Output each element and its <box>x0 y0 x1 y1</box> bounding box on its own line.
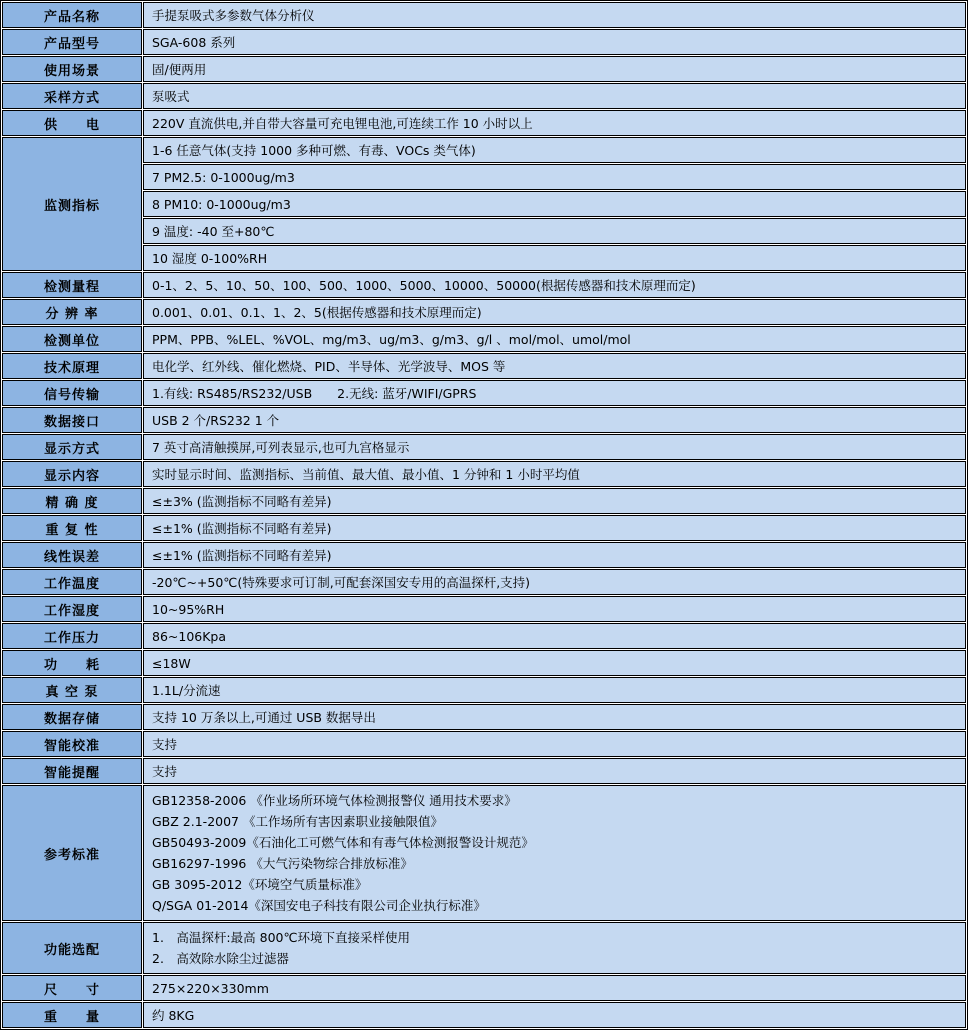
spec-label: 线性误差 <box>2 542 142 568</box>
spec-label: 数据存储 <box>2 704 142 730</box>
spec-value: ≤18W <box>143 650 966 676</box>
spec-label: 产品名称 <box>2 2 142 28</box>
spec-label: 采样方式 <box>2 83 142 109</box>
spec-value-line: GBZ 2.1-2007 《工作场所有害因素职业接触限值》 <box>152 814 443 829</box>
spec-label: 精 确 度 <box>2 488 142 514</box>
spec-row <box>2 731 966 757</box>
spec-label: 供 电 <box>2 110 142 136</box>
spec-label: 功 耗 <box>2 650 142 676</box>
spec-row <box>2 758 966 784</box>
spec-label: 智能提醒 <box>2 758 142 784</box>
spec-row <box>2 137 966 163</box>
spec-value: ≤±3% (监测指标不同略有差异) <box>143 488 966 514</box>
spec-label: 真 空 泵 <box>2 677 142 703</box>
spec-value: 支持 <box>143 758 966 784</box>
spec-row <box>2 164 966 190</box>
spec-row <box>2 515 966 541</box>
spec-value: 0-1、2、5、10、50、100、500、1000、5000、10000、50000(根据传感器和技术原理而定) <box>143 272 966 298</box>
spec-label: 显示方式 <box>2 434 142 460</box>
spec-value-line: GB50493-2009《石油化工可燃气体和有毒气体检测报警设计规范》 <box>152 835 534 850</box>
spec-row <box>2 326 966 352</box>
spec-row <box>2 110 966 136</box>
spec-label: 监测指标 <box>2 137 142 271</box>
spec-row <box>2 407 966 433</box>
spec-row <box>2 461 966 487</box>
spec-label: 分 辨 率 <box>2 299 142 325</box>
spec-value: 实时显示时间、监测指标、当前值、最大值、最小值、1 分钟和 1 小时平均值 <box>143 461 966 487</box>
spec-row <box>2 596 966 622</box>
spec-value <box>143 922 966 974</box>
spec-value-line: Q/SGA 01-2014《深国安电子科技有限公司企业执行标准》 <box>152 898 486 913</box>
spec-value: 0.001、0.01、0.1、1、2、5(根据传感器和技术原理而定) <box>143 299 966 325</box>
spec-row <box>2 704 966 730</box>
spec-row <box>2 2 966 28</box>
spec-row <box>2 83 966 109</box>
spec-value: 8 PM10: 0-1000ug/m3 <box>143 191 966 217</box>
spec-row <box>2 29 966 55</box>
spec-value: 固/便两用 <box>143 56 966 82</box>
spec-row <box>2 488 966 514</box>
spec-value: 1-6 任意气体(支持 1000 多种可燃、有毒、VOCs 类气体) <box>143 137 966 163</box>
spec-row <box>2 677 966 703</box>
spec-label: 技术原理 <box>2 353 142 379</box>
spec-row <box>2 569 966 595</box>
spec-value: 86~106Kpa <box>143 623 966 649</box>
spec-label: 显示内容 <box>2 461 142 487</box>
spec-label: 工作湿度 <box>2 596 142 622</box>
spec-value-line: 2. 高效除水除尘过滤器 <box>152 951 289 966</box>
spec-value: 约 8KG <box>143 1002 966 1028</box>
spec-row <box>2 922 966 974</box>
spec-label: 检测单位 <box>2 326 142 352</box>
spec-value: ≤±1% (监测指标不同略有差异) <box>143 542 966 568</box>
spec-label: 使用场景 <box>2 56 142 82</box>
spec-row <box>2 623 966 649</box>
spec-label: 工作温度 <box>2 569 142 595</box>
spec-value: 10~95%RH <box>143 596 966 622</box>
spec-label: 信号传输 <box>2 380 142 406</box>
spec-row <box>2 272 966 298</box>
spec-value: SGA-608 系列 <box>143 29 966 55</box>
spec-row <box>2 1002 966 1028</box>
spec-label: 数据接口 <box>2 407 142 433</box>
spec-row <box>2 380 966 406</box>
spec-row <box>2 975 966 1001</box>
spec-row <box>2 245 966 271</box>
spec-label: 重 复 性 <box>2 515 142 541</box>
spec-value: PPM、PPB、%LEL、%VOL、mg/m3、ug/m3、g/m3、g/l 、mol/mol、umol/mol <box>143 326 966 352</box>
spec-value: 1.有线: RS485/RS232/USB 2.无线: 蓝牙/WIFI/GPRS <box>143 380 966 406</box>
spec-value-line: GB12358-2006 《作业场所环境气体检测报警仪 通用技术要求》 <box>152 793 517 808</box>
spec-value: 1.1L/分流速 <box>143 677 966 703</box>
spec-value: 手提泵吸式多参数气体分析仪 <box>143 2 966 28</box>
spec-value-line: GB 3095-2012《环境空气质量标准》 <box>152 877 368 892</box>
spec-value: 10 湿度 0-100%RH <box>143 245 966 271</box>
spec-value: -20℃~+50℃(特殊要求可订制,可配套深国安专用的高温探杆,支持) <box>143 569 966 595</box>
spec-row <box>2 299 966 325</box>
spec-value: 220V 直流供电,并自带大容量可充电锂电池,可连续工作 10 小时以上 <box>143 110 966 136</box>
product-spec-table-body <box>2 2 966 1028</box>
spec-value: 电化学、红外线、催化燃烧、PID、半导体、光学波导、MOS 等 <box>143 353 966 379</box>
spec-label: 功能选配 <box>2 922 142 974</box>
spec-row <box>2 434 966 460</box>
spec-label: 工作压力 <box>2 623 142 649</box>
spec-row <box>2 650 966 676</box>
spec-value: 支持 10 万条以上,可通过 USB 数据导出 <box>143 704 966 730</box>
spec-row <box>2 56 966 82</box>
spec-value-line: 1. 高温探杆:最高 800℃环境下直接采样使用 <box>152 930 411 945</box>
spec-label: 重 量 <box>2 1002 142 1028</box>
spec-row <box>2 191 966 217</box>
spec-label: 产品型号 <box>2 29 142 55</box>
spec-value: USB 2 个/RS232 1 个 <box>143 407 966 433</box>
spec-value: 泵吸式 <box>143 83 966 109</box>
spec-label: 智能校准 <box>2 731 142 757</box>
spec-label: 检测量程 <box>2 272 142 298</box>
spec-label: 尺 寸 <box>2 975 142 1001</box>
spec-row <box>2 542 966 568</box>
spec-row <box>2 353 966 379</box>
spec-value: 275×220×330mm <box>143 975 966 1001</box>
spec-value: ≤±1% (监测指标不同略有差异) <box>143 515 966 541</box>
spec-value: 支持 <box>143 731 966 757</box>
spec-value: 9 温度: -40 至+80℃ <box>143 218 966 244</box>
spec-value <box>143 785 966 921</box>
spec-value: 7 英寸高清触摸屏,可列表显示,也可九宫格显示 <box>143 434 966 460</box>
spec-label: 参考标准 <box>2 785 142 921</box>
spec-row <box>2 785 966 921</box>
spec-row <box>2 218 966 244</box>
spec-value-line: GB16297-1996 《大气污染物综合排放标准》 <box>152 856 413 871</box>
spec-value: 7 PM2.5: 0-1000ug/m3 <box>143 164 966 190</box>
